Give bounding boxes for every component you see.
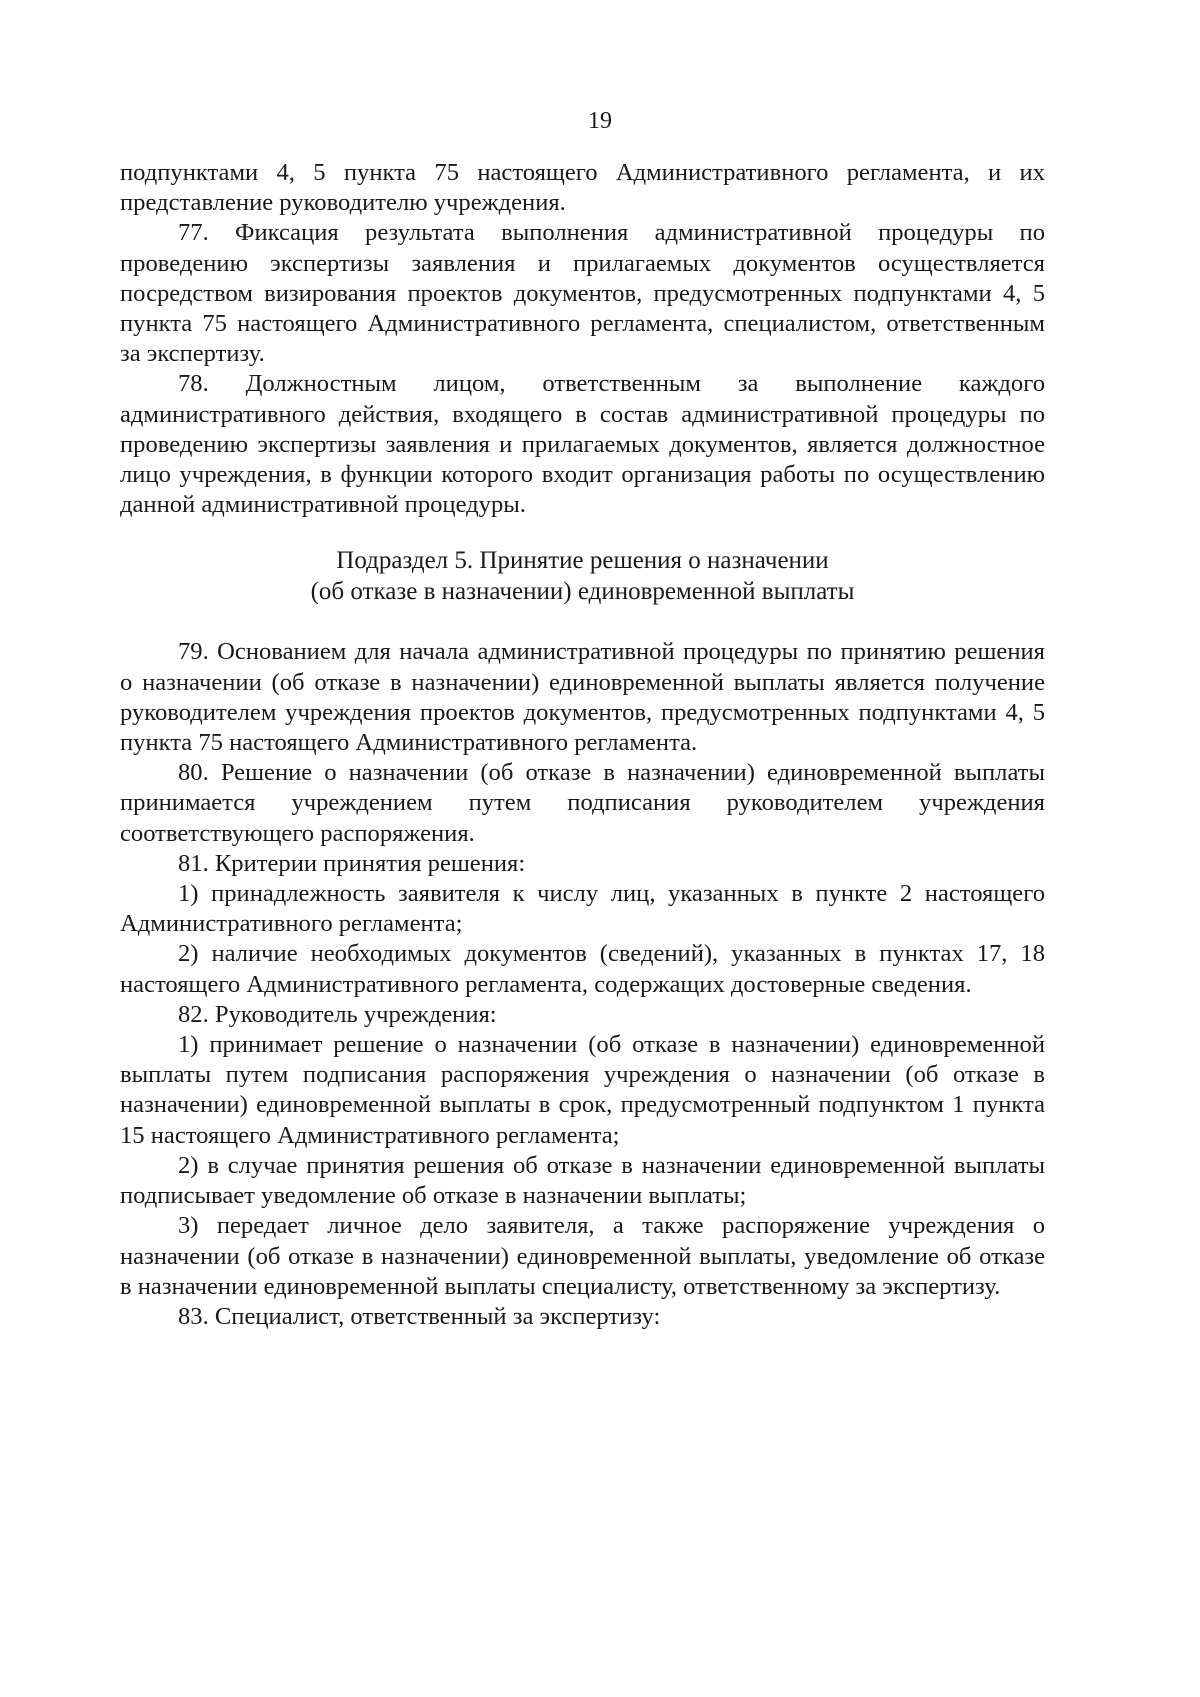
section-heading-line-1: Подраздел 5. Принятие решения о назначении <box>336 547 829 575</box>
paragraph-83: 83. Специалист, ответственный за экспертизу: <box>178 1302 661 1330</box>
page-number: 19 <box>588 108 612 134</box>
paragraph: подпунктами 4, 5 пункта 75 настоящего Административного регламента, и их представление руководителю учреждения. <box>120 159 1045 217</box>
paragraph-82-item-1: 1) принимает решение о назначении (об отказе в назначении) единовременной выплаты путем подписания распоряжения учреждения о назначении (об отказе в назначении) единовременной выплаты в срок, предусмотренный подпунктом 1 пункта 15 настоящего Административного регламента; <box>120 1031 1045 1149</box>
paragraph-77: 77. Фиксация результата выполнения административной процедуры по проведению экспертизы заявления и прилагаемых документов осуществляется посредством визирования проектов документов, предусмотренных подпунктами 4, 5 пункта 75 настоящего Административного регламента, специалистом, ответственным за экспертизу. <box>120 219 1045 368</box>
paragraph-82: 82. Руководитель учреждения: <box>178 1000 497 1028</box>
paragraph-81-item-2: 2) наличие необходимых документов (сведений), указанных в пунктах 17, 18 настоящего Административного регламента, содержащих достоверные сведения. <box>120 940 1045 998</box>
paragraph-80: 80. Решение о назначении (об отказе в назначении) единовременной выплаты принимается учреждением путем подписания руководителем учреждения соответствующего распоряжения. <box>120 759 1045 847</box>
document-body <box>120 158 1045 1332</box>
paragraph-79: 79. Основанием для начала административной процедуры по принятию решения о назначении (об отказе в назначении) единовременной выплаты является получение руководителем учреждения проектов документов, предусмотренных подпунктами 4, 5 пункта 75 настоящего Административного регламента. <box>120 638 1045 757</box>
paragraph-81-item-1: 1) принадлежность заявителя к числу лиц, указанных в пункте 2 настоящего Административного регламента; <box>120 880 1045 938</box>
paragraph-78: 78. Должностным лицом, ответственным за выполнение каждого административного действия, входящего в состав административной процедуры по проведению экспертизы заявления и прилагаемых документов, является должностное лицо учреждения, в функции которого входит организация работы по осуществлению данной административной процедуры. <box>120 370 1045 519</box>
paragraph-81: 81. Критерии принятия решения: <box>178 849 526 877</box>
paragraph-82-item-3: 3) передает личное дело заявителя, а также распоряжение учреждения о назначении (об отказе в назначении) единовременной выплаты, уведомление об отказе в назначении единовременной выплаты специалисту, ответственному за экспертизу. <box>120 1212 1045 1300</box>
paragraph-82-item-2: 2) в случае принятия решения об отказе в назначении единовременной выплаты подписывает уведомление об отказе в назначении выплаты; <box>120 1151 1045 1210</box>
section-heading-line-2: (об отказе в назначении) единовременной выплаты <box>310 578 855 606</box>
section-heading <box>120 545 1045 607</box>
